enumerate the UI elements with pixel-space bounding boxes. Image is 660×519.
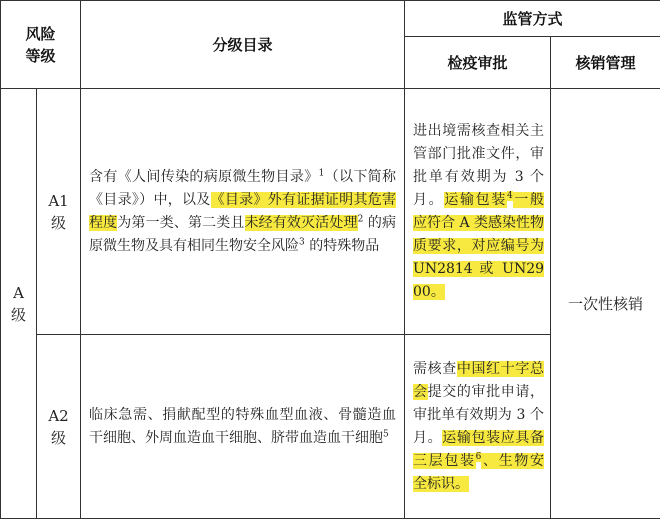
header-supervision: 监管方式: [405, 1, 660, 37]
a2-description: [81, 335, 405, 519]
header-quarantine-approval: 检疫审批: [405, 37, 551, 89]
writeoff-one-time: 一次性核销: [551, 89, 660, 519]
a1-desc-text-5: 的特殊物品: [304, 237, 380, 254]
a2-desc-text-1: 临床急需、捐献配型的特殊血型血液、骨髓造血干细胞、外周血造血干细胞、脐带血造血干细胞: [89, 406, 397, 446]
a2-approval-text-1: 需核查: [413, 360, 457, 377]
footnote-6: 6: [475, 451, 482, 462]
header-writeoff-management: 核销管理: [551, 37, 660, 89]
a1-desc-highlight-1: 《目录》外有证据证明其危害程度: [89, 191, 397, 231]
a1-desc-text-1: 含有《人间传染的病原微生物目录》: [89, 168, 319, 185]
a1-desc-text-4: 的病原微生物及具有相同生物安全风险: [89, 214, 397, 254]
footnote-5: 5: [383, 428, 389, 439]
a1-quarantine-approval: [405, 89, 551, 335]
a1-description: [81, 89, 405, 335]
footnote-2: 2: [357, 213, 364, 224]
header-catalog: 分级目录: [81, 1, 405, 89]
a1-desc-text-2: （以下简称《目录》）中，以及: [89, 168, 397, 208]
footnote-4: 4: [506, 190, 513, 201]
a1-desc-highlight-2: 未经有效灭活处理: [244, 214, 358, 231]
a2-approval-highlight-1: 中国红十字总会: [413, 360, 545, 400]
footnote-3: 3: [299, 236, 305, 247]
header-risk-level: 风险 等级: [1, 1, 81, 89]
a2-approval-text-2: 提交的审批申请，审批单有效期为 3 个月。: [413, 383, 545, 446]
level-a: A 级: [1, 89, 37, 519]
a2-quarantine-approval: [405, 335, 551, 519]
a2-approval-highlight-3: 、生物安全标识。: [413, 452, 545, 492]
footnote-1: 1: [318, 167, 325, 178]
a1-approval-text-1: 进出境需核查相关主管部门批准文件，审批单有效期为 3 个月。: [413, 122, 545, 208]
a1-desc-text-3: 为第一类、第二类且: [117, 214, 245, 231]
a1-approval-highlight-2: 一般应符合 A 类感染性物质要求，对应编号为 UN2814 或 UN2900。: [413, 191, 545, 300]
a1-approval-highlight-1: 运输包装: [444, 191, 507, 208]
level-a2: A2 级: [37, 335, 81, 519]
a2-approval-highlight-2: 运输包装应具备三层包装: [413, 429, 545, 469]
level-a1: A1 级: [37, 89, 81, 335]
